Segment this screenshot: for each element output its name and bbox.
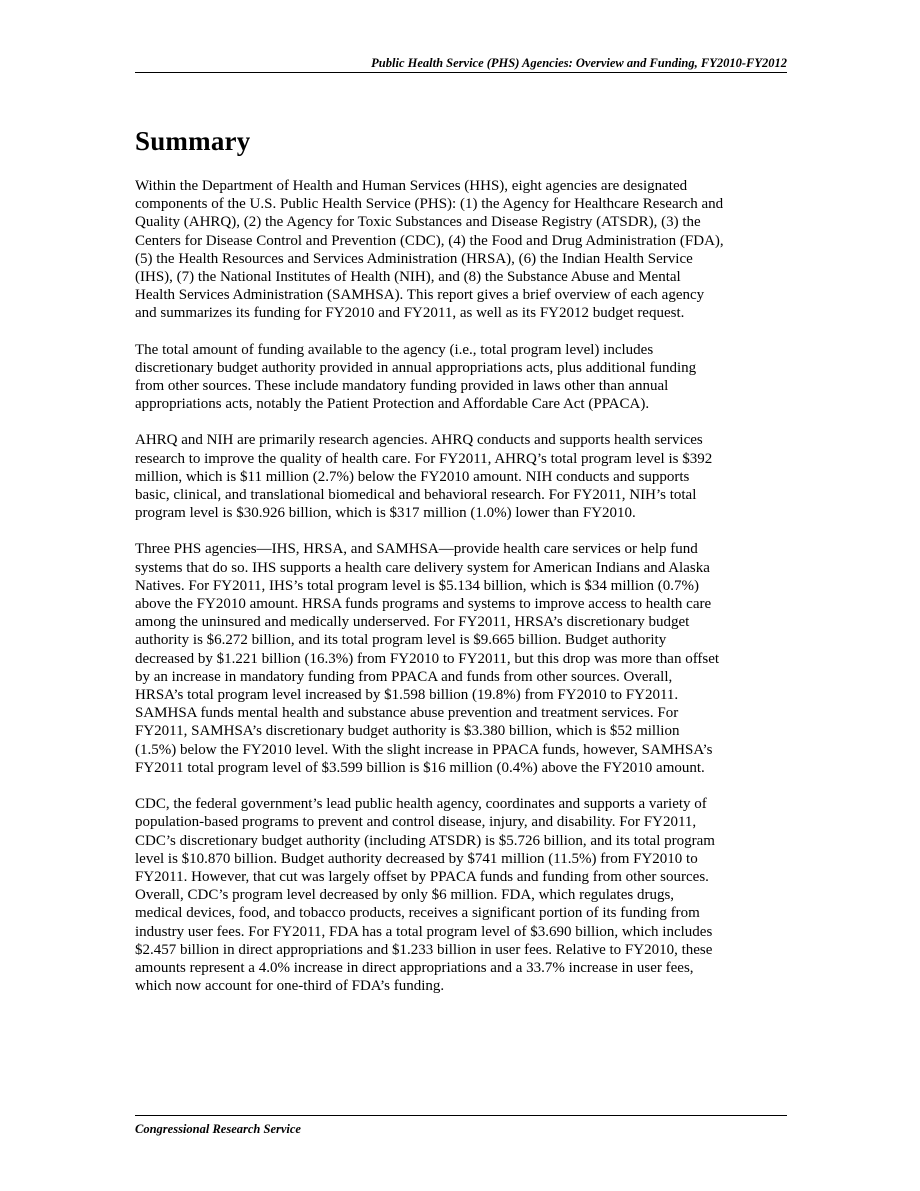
text-line: appropriations acts, notably the Patient Protection and Affordable Care Act (PPACA). [135, 396, 650, 413]
text-line: FY2011, SAMHSA’s discretionary budget authority is $3.380 billion, which is $52 million [135, 723, 680, 740]
footer-divider [135, 1115, 787, 1116]
text-line: from other sources. These include mandatory funding provided in laws other than annual [135, 378, 669, 395]
text-line: by an increase in mandatory funding from PPACA and funds from other sources. Overall, [135, 668, 673, 685]
text-line: (5) the Health Resources and Services Administration (HRSA), (6) the Indian Health Service [135, 250, 693, 267]
text-line: The total amount of funding available to the agency (i.e., total program level) includes [135, 341, 654, 358]
text-line: industry user fees. For FY2011, FDA has a total program level of $3.690 billion, which includes [135, 923, 713, 940]
text-line: AHRQ and NIH are primarily research agencies. AHRQ conducts and supports health services [135, 432, 703, 449]
text-line: which now account for one-third of FDA’s funding. [135, 978, 445, 995]
text-line: Centers for Disease Control and Prevention (CDC), (4) the Food and Drug Administration (FDA), [135, 232, 724, 249]
summary-paragraph-phs-agencies [135, 177, 787, 323]
text-line: (1.5%) below the FY2010 level. With the slight increase in PPACA funds, however, SAMHSA’s [135, 741, 713, 758]
text-line: Overall, CDC’s program level decreased by only $6 million. FDA, which regulates drugs, [135, 887, 675, 904]
text-line: $2.457 billion in direct appropriations and $1.233 billion in user fees. Relative to FY2010, these [135, 941, 713, 958]
text-line: SAMHSA funds mental health and substance abuse prevention and treatment services. For [135, 705, 679, 722]
text-line: Natives. For FY2011, IHS’s total program level is $5.134 billion, which is $34 million (0.7%) [135, 577, 699, 594]
running-header: Public Health Service (PHS) Agencies: Overview and Funding, FY2010-FY2012 [371, 56, 787, 70]
header-divider [135, 72, 787, 73]
text-line: basic, clinical, and translational biomedical and behavioral research. For FY2011, NIH’s total [135, 487, 697, 504]
text-line: FY2011 total program level of $3.599 billion is $16 million (0.4%) above the FY2010 amount. [135, 759, 705, 776]
text-line: HRSA’s total program level increased by $1.598 billion (19.8%) from FY2010 to FY2011. [135, 687, 679, 704]
text-line: population-based programs to prevent and control disease, injury, and disability. For FY2011, [135, 814, 697, 831]
text-line: Health Services Administration (SAMHSA). This report gives a brief overview of each agency [135, 287, 705, 304]
summary-paragraph-total-funding [135, 341, 787, 414]
text-line: systems that do so. IHS supports a health care delivery system for American Indians and Alaska [135, 559, 710, 576]
text-line: CDC’s discretionary budget authority (including ATSDR) is $5.726 billion, and its total program [135, 832, 715, 849]
text-line: discretionary budget authority provided in annual appropriations acts, plus additional funding [135, 359, 697, 376]
text-line: among the uninsured and medically underserved. For FY2011, HRSA’s discretionary budget [135, 614, 690, 631]
text-line: medical devices, food, and tobacco products, receives a significant portion of its funding from [135, 905, 700, 922]
text-line: and summarizes its funding for FY2010 and FY2011, as well as its FY2012 budget request. [135, 305, 685, 322]
page-title: Summary [135, 126, 251, 156]
summary-paragraph-ihs-hrsa-samhsa [135, 540, 787, 777]
text-line: components of the U.S. Public Health Service (PHS): (1) the Agency for Healthcare Research and [135, 196, 724, 213]
text-line: CDC, the federal government’s lead public health agency, coordinates and supports a variety of [135, 796, 707, 813]
text-line: (IHS), (7) the National Institutes of Health (NIH), and (8) the Substance Abuse and Mental [135, 269, 681, 286]
text-line: Quality (AHRQ), (2) the Agency for Toxic Substances and Disease Registry (ATSDR), (3) the [135, 214, 701, 231]
text-line: research to improve the quality of health care. For FY2011, AHRQ’s total program level is $392 [135, 450, 713, 467]
text-line: authority is $6.272 billion, and its total program level is $9.665 billion. Budget authority [135, 632, 667, 649]
text-line: million, which is $11 million (2.7%) below the FY2010 amount. NIH conducts and supports [135, 468, 690, 485]
text-line: program level is $30.926 billion, which is $317 million (1.0%) lower than FY2010. [135, 505, 636, 522]
text-line: above the FY2010 amount. HRSA funds programs and systems to improve access to health care [135, 596, 712, 613]
text-line: decreased by $1.221 billion (16.3%) from FY2010 to FY2011, but this drop was more than offset [135, 650, 720, 667]
text-line: Within the Department of Health and Human Services (HHS), eight agencies are designated [135, 178, 688, 194]
text-line: amounts represent a 4.0% increase in direct appropriations and a 33.7% increase in user fees, [135, 959, 694, 976]
summary-paragraph-ahrq-nih [135, 431, 787, 522]
text-line: Three PHS agencies—IHS, HRSA, and SAMHSA—provide health care services or help fund [135, 541, 698, 558]
summary-paragraph-cdc-fda [135, 795, 787, 995]
text-line: FY2011. However, that cut was largely offset by PPACA funds and funding from other sources. [135, 868, 709, 885]
text-line: level is $10.870 billion. Budget authority decreased by $741 million (11.5%) from FY2010 to [135, 850, 698, 867]
summary-body [135, 177, 787, 1013]
running-footer: Congressional Research Service [135, 1122, 301, 1136]
